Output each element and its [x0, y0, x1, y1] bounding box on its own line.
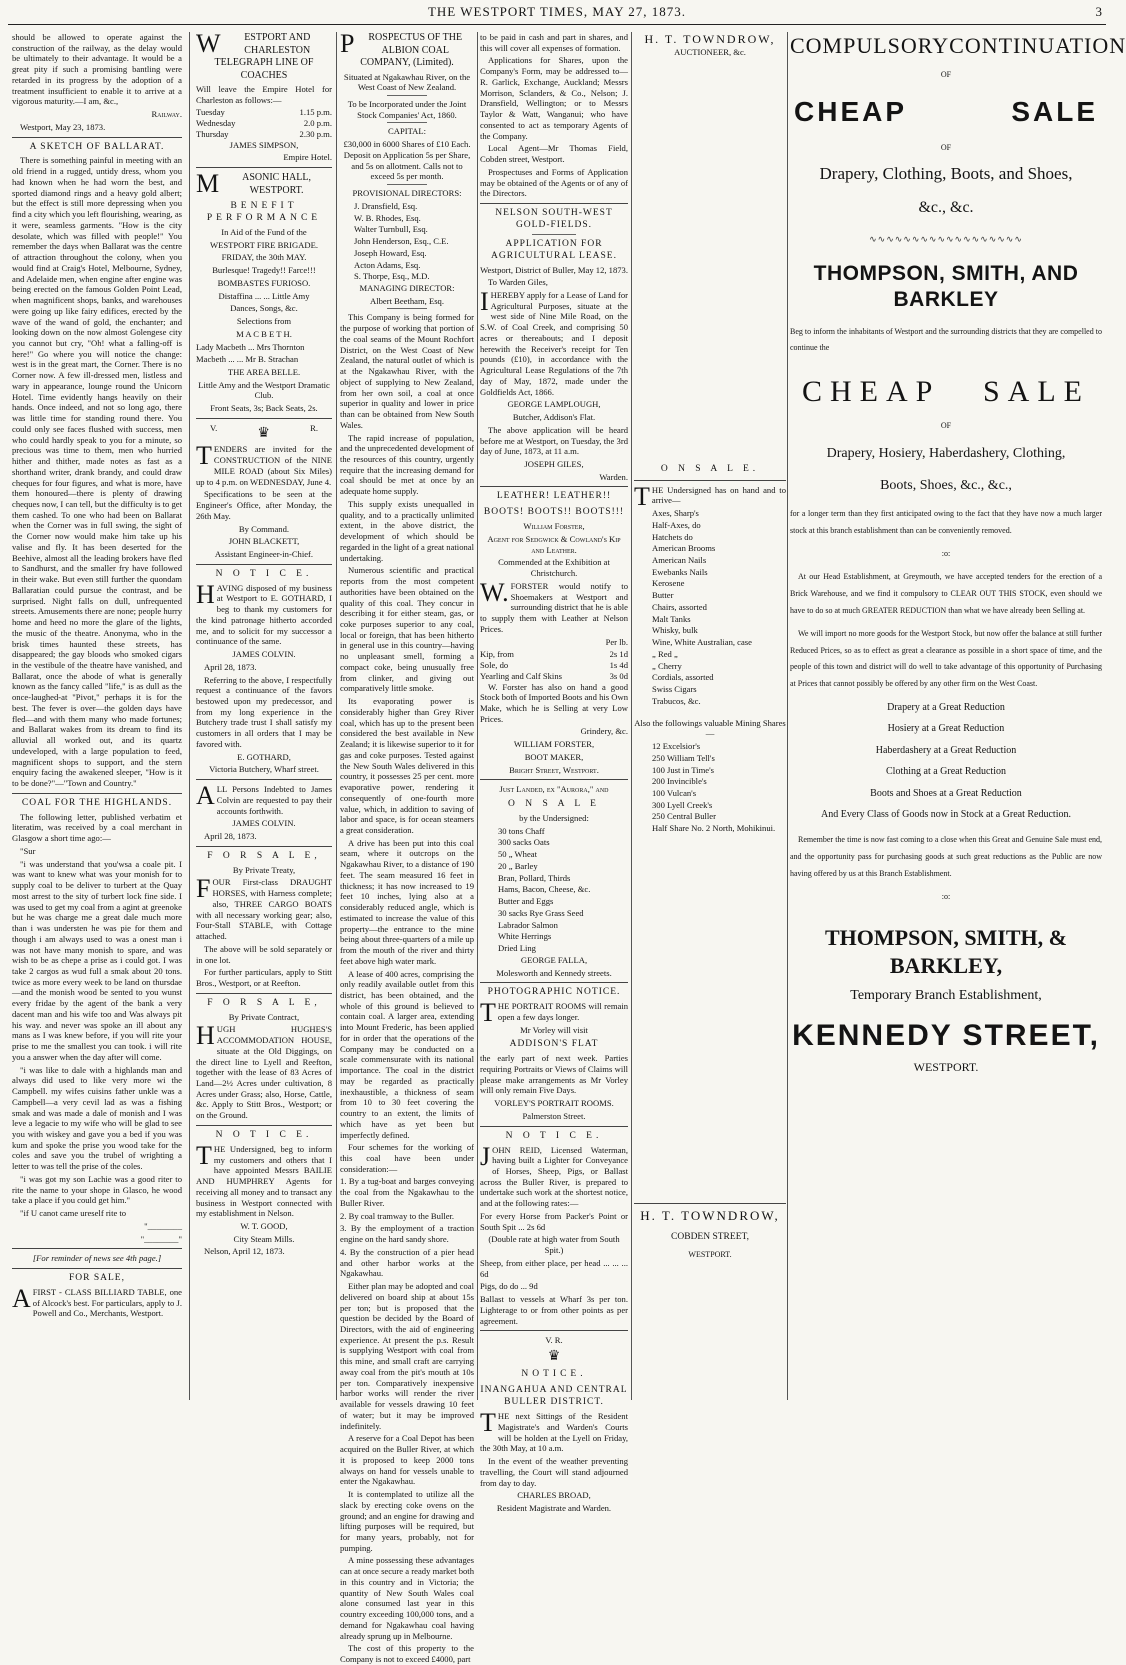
masthead — [0, 4, 1114, 26]
area-belle-title: THE AREA BELLE. — [227, 366, 301, 377]
list-item: Trabucos, &c. — [652, 695, 701, 706]
column-5 — [634, 32, 786, 1400]
sittings-notice: In the event of the weather preventing travelling, the Court will stand adjourned from day to day. — [480, 1456, 628, 1488]
coal-letter: "if U canot came ureself rite to — [20, 1208, 127, 1219]
on-sale-heading: O N S A L E — [508, 799, 600, 810]
forster-signature: WILLIAM FORSTER, — [513, 739, 595, 750]
table-row: Sole, do 1s 4d — [480, 660, 628, 671]
prospectus-paragraph: A reserve for a Coal Depot has been acquired on the Buller River, at which it is proposed to keep 2000 tons always on hand for vessels unable to enter the Ngakawhau. — [340, 1433, 474, 1487]
list-item: American Nails — [652, 555, 707, 566]
sale-sub: By Private Contract, — [228, 1011, 300, 1022]
list-item: Malt Tanks — [652, 613, 691, 624]
tenders-signature: JOHN BLACKETT, — [228, 536, 300, 547]
letter-tail: should be allowed to operate against the construction of the railway, as the delay would be ultimately to their advantage. It would be a great pity if such a promising bantling were retarded in its progress by the adoption of a treatment insufficient to enable it to arrive at a vigorous maturity.—I am, &c., — [12, 32, 182, 107]
macbeth-title: M A C B E T H. — [236, 328, 292, 339]
divider — [12, 137, 182, 138]
royal-arms-row — [480, 1335, 628, 1365]
sittings-notice: THE next Sittings of the Resident Magistrate's and Warden's Courts will be holden at the Lyell on Friday, the 30th May, at 10 a.m. — [480, 1408, 628, 1454]
grindery-line: Grindery, &c. — [580, 726, 628, 737]
list-item: Hams, Bacon, Cheese, &c. — [498, 884, 591, 895]
forster-street: Bright Street, Westport. — [509, 764, 599, 775]
list-item: Butter and Eggs — [498, 896, 554, 907]
photo-body: THE PORTRAIT ROOMS will remain open a few days longer. — [480, 998, 628, 1028]
list-item: Butter — [652, 590, 674, 601]
firm-name-footer: THOMPSON, SMITH, & BARKLEY, — [824, 925, 1067, 978]
divider — [480, 1126, 628, 1127]
divider — [387, 308, 427, 309]
news-reminder: [For reminder of news see 4th page.] — [32, 1253, 162, 1264]
boots-heading: BOOTS! BOOTS!! BOOTS!!! — [483, 507, 625, 518]
good-signature: W. T. GOOD, — [240, 1220, 288, 1231]
ornamental-divider: ∿∿∿∿∿∿∿∿∿∿∿∿∿∿∿∿∿∿ — [869, 233, 1023, 244]
colvin-notice: HAVING disposed of my business at Westport to E. GOTHARD, I beg to thank my customers for the kind patronage hitherto accorded me, and to solicit for my successor a continuance of the same. — [196, 579, 332, 647]
sale-heading: F O R S A L E, — [207, 997, 321, 1008]
column-1 — [12, 32, 182, 1400]
palmerston-street: Palmerston Street. — [522, 1110, 586, 1121]
divider — [480, 1330, 628, 1331]
gothard-signature: E. GOTHARD, — [237, 751, 291, 762]
goldfields-heading: NELSON SOUTH-WEST GOLD-FIELDS. — [495, 208, 613, 230]
cheap-sale-heading — [794, 94, 1098, 129]
prospectus-paragraph: Numerous scientific and practical reports from the most competent authorities have been obtained on the quality of this coal. They concur in describing it for either steam, gas, or coke purposes superior to any coal, local or foreign, that has been hitherto in general use in this country—having no unpleasant smell, forming a compact coke, being unusually free from clinker, and giving out comparatively little smoke. — [340, 565, 474, 694]
divider — [196, 418, 332, 419]
column-rule — [631, 32, 632, 1400]
drapery-heading: Drapery, Clothing, Boots, and Shoes, — [819, 163, 1073, 183]
table-row: Kip, from 2s 1d — [480, 649, 628, 660]
prospectus-paragraph: Either plan may be adopted and coal delivered on board ship at about 15s per ton; but is proposed that the question be decided by the Board of Directors, with the aid of engineering experience. At present the p.s. Result is supplying Westport with coal from this mine, and small craft are carrying away coal from the pit's mouth at 10s per ton. Comparatively inexpensive harbor works will render the river available for vessels drawing 10 feet of water; but it may be improved indefinitely. — [340, 1281, 474, 1431]
every-class-line: And Every Class of Goods now in Stock at a Great Reduction. — [821, 809, 1071, 821]
list-item: 4. By the construction of a pier head and other harbor works at the Ngakawhau. — [340, 1246, 474, 1279]
list-item: Labrador Salmon — [498, 919, 558, 930]
list-item: 200 Invincible's — [652, 776, 707, 787]
page-number: 3 — [1095, 4, 1102, 19]
column-6 — [790, 32, 1126, 1400]
seat-prices: Front Seats, 3s; Back Seats, 2s. — [210, 403, 318, 414]
letter-signature: Railway. — [151, 109, 182, 120]
leather-price-table — [480, 649, 628, 681]
forster-body: W.FORSTER would notify to Shoemakers at Westport and surrounding district that he is able to supply them with Leather at Nelson Prices. — [480, 577, 628, 634]
vr-letters: V. R. — [545, 1335, 563, 1346]
table-row: Thursday 2.30 p.m. — [196, 128, 332, 139]
coach-heading: WESTPORT AND CHARLESTON TELEGRAPH LINE OF COACHES — [196, 29, 314, 81]
rate-line: Pigs, do do ... 9d — [480, 1281, 538, 1292]
prospectus-paragraph: A mine possessing these advantages can at once secure a ready market both in this country and in Victoria; the quantity of New South Wales coal alone consumed last year in this country exceeding 100,000 tons, and a demand for Ngakawhau coal having already sprung up in Melbourne. — [340, 1555, 474, 1641]
colvin-signature: JAMES COLVIN. — [232, 649, 296, 660]
towndrow-intro: THE Undersigned has on hand and to arrive— — [634, 481, 786, 511]
coach-intro: Will leave the Empire Hotel for Charleston as follows:— — [196, 84, 332, 105]
list-item: 300 Lyell Creek's — [652, 799, 713, 810]
cheap-word: CHEAP — [802, 375, 941, 409]
divider — [532, 234, 576, 235]
list-item: 250 Central Buller — [652, 811, 716, 822]
drapery-line: Drapery, Hosiery, Haberdashery, Clothing, — [826, 445, 1066, 461]
column-4 — [480, 32, 628, 1513]
ballarat-title: A SKETCH OF BALLARAT. — [29, 141, 165, 152]
capital-heading: CAPITAL: — [388, 126, 426, 137]
directors-list — [340, 201, 474, 282]
broad-signature: CHARLES BROAD, — [517, 1490, 591, 1501]
list-item: Wine, White Australian, case — [652, 637, 752, 648]
intro-paragraph: Beg to inform the inhabitants of Westport and the surrounding districts that they are compelled to continue the — [790, 326, 1102, 353]
divider — [387, 184, 427, 185]
notice-heading: N O T I C E. — [505, 1130, 603, 1141]
agricultural-hearing: The above application will be heard before me at Westport, on Tuesday, the 3rd day of June, 1873, at 11 a.m. — [480, 424, 628, 457]
prospectus-paragraph: A drive has been put into this coal seam, where it outcrops on the Ngakawhau River, to a distance of 190 feet. The seam measured 16 feet in thickness; it has now increased to 19 feet 10 inches, lying also at a considerably reduced angle, which is estimated to increase the value of this property—the entrance to the mine being about three-quarters of a mile up from the mouth of the river and thirty feet above high water mark. — [340, 837, 474, 966]
prospectus-paragraph: This Company is being formed for the purpose of working that portion of the coal seams of the Mount Rochfort District, on the West Coast of New Zealand, the natural outlet of which is at the Ngakawhau River, with the object of supplying to New Zealand, from her own soil, a coal at once superior in quality and lower in price than can be obtained from New South Wales. — [340, 312, 474, 430]
directors-heading: PROVISIONAL DIRECTORS: — [352, 188, 462, 199]
masthead-title: THE WESTPORT TIMES, MAY 27, 1873. — [427, 4, 687, 19]
divider — [634, 1203, 786, 1204]
cheap-sale-heading-2 — [802, 373, 1090, 411]
list-item: Hatchets do — [652, 531, 693, 542]
vr-letter: V. — [210, 422, 218, 433]
tenders-title: Assistant Engineer-in-Chief. — [214, 549, 314, 560]
rate-line: Sheep, from either place, per head ... ... ... 6d — [480, 1257, 628, 1279]
horses-sale: The above will be sold separately or in one lot. — [196, 943, 332, 965]
leather-heading: LEATHER! LEATHER!! — [496, 491, 612, 502]
towndrow-footer-heading: H. T. TOWNDROW, — [640, 1207, 780, 1223]
divider — [12, 1248, 182, 1249]
divider — [480, 203, 628, 204]
divider — [480, 982, 628, 983]
indebted-date: April 28, 1873. — [204, 831, 257, 842]
reduction-line: Drapery at a Great Reduction — [887, 701, 1005, 713]
photo-heading: PHOTOGRAPHIC NOTICE. — [487, 987, 621, 998]
list-item: American Brooms — [652, 543, 716, 554]
list-item: 1. By a tug-boat and barges conveying the coal from the Ngakawhau to the Buller River. — [340, 1176, 474, 1208]
cheap-word: CHEAP — [794, 95, 908, 127]
indebted-notice: ALL Persons Indebted to James Colvin are requested to pay their accounts forthwith. — [196, 781, 332, 816]
divider — [196, 779, 332, 780]
westport-footer: WESTPORT. — [913, 1060, 979, 1075]
list-item: Swiss Cigars — [652, 684, 697, 695]
prospectuses-paragraph: Prospectuses and Forms of Application may be obtained of the Agents or of any of the Directors. — [480, 166, 628, 199]
forster-trade: BOOT MAKER, — [524, 751, 584, 762]
cast-line: Distaffina ... ... Little Amy — [218, 290, 310, 301]
agricultural-to: To Warden Giles, — [488, 277, 548, 288]
hughes-sale: HUGH HUGHES'S ACCOMMODATION HOUSE, situate at the Old Diggings, on the direct line to Lyell and Reefton, together with the lease of 83 Acres of Land—2½ Acres under cultivation, 8 Acres under Grass; also, Horse, Cattle, &c. Apply to Stitt Bros., Westport; or on the Ground. — [196, 1021, 332, 1121]
list-item: White Herrings — [498, 931, 552, 942]
list-item: Whisky, bulk — [652, 625, 698, 636]
vorley-rooms: VORLEY'S PORTRAIT ROOMS. — [494, 1098, 614, 1109]
mining-shares-list — [634, 741, 786, 834]
masonic-heading: MASONIC HALL, WESTPORT. — [196, 169, 311, 199]
list-item: Cordials, assorted — [652, 672, 714, 683]
horses-sale: FOUR First-class DRAUGHT HORSES, with Harness complete; also, THREE CARGO BOATS with all necessary working gear; also, Four-Stall STABLE, with Cottage attached. — [196, 874, 332, 942]
warden-signature: JOSEPH GILES, — [524, 459, 584, 469]
firm-name-heading: THOMPSON, SMITH, AND BARKLEY — [813, 262, 1079, 312]
good-place: City Steam Mills. — [233, 1233, 295, 1244]
remember-paragraph: Remember the time is now fast coming to a close when this Great and Genuine Sale must end, and the opportunity pass for purchasing goods at such great reductions as the Public are now having offered by us at this Branch Establishment. — [790, 834, 1102, 878]
import-paragraph: We will import no more goods for the Westport Stock, but now offer the balance at still further Reduced Prices, so as to effect as great a clearance as possible in a short space of time, and the people of this town and district will do well to take advantage of this opportunity of Purchasing at Prices that cannot possibly be offered by any other firm on the West Coast. — [790, 628, 1102, 689]
towndrow-town: WESTPORT. — [688, 1250, 732, 1260]
of-line: OF — [940, 420, 952, 430]
falla-place: Molesworth and Kennedy streets. — [496, 967, 612, 978]
rate-line: For every Horse from Packer's Point or South Spit ... 2s 6d — [480, 1210, 628, 1232]
list-item: Kerosene — [652, 578, 685, 589]
list-item: 250 William Tell's — [652, 752, 715, 763]
on-sale-sub: by the Undersigned: — [519, 812, 589, 823]
reduction-line: Hosiery at a Great Reduction — [887, 723, 1005, 735]
coal-letter: "i was understand that you'wsa a coale pit. I was want to knew what was your monish for to supply coal to be deliver to turbert at the Quay most arrest to the sity of turbert lock fine side. I was used to get my coal from a agint at greenoke but he was charge me a great dale much more than i was understen he was pie for them and though i am always used to was a onest man i was not have many monish to spare, and was wish to be as chepe a prise as i could got. I was take 2 cargos as wud full a smak about 20 tons. twice as more every week to be land on thursdae—and the monish wood be sented to you wunst every fridae by the agent of the bank a very dacent man and his wife too and Was always pit his way. and never was spoke an ill about any mans as I was knew before, if you will rite your prise to me the smallest you can took. i will rite you a answer when the day after will come. — [12, 858, 182, 1062]
sale-word: SALE — [1011, 95, 1098, 127]
towndrow-heading: H. T. TOWNDROW, — [644, 32, 776, 46]
letter-date: Westport, May 23, 1873. — [20, 121, 106, 132]
compulsory-line — [790, 32, 1126, 60]
prospectus-paragraph: Four schemes for the working of this coal have been under consideration:— — [340, 1142, 474, 1174]
masthead-rule — [8, 24, 1106, 25]
towndrow-goods-list — [634, 508, 786, 706]
indebted-signature: JAMES COLVIN. — [232, 818, 296, 829]
list-item: 20 „ Barley — [498, 860, 538, 871]
billiard-heading: FOR SALE, — [69, 1273, 125, 1284]
fire-brigade: WESTPORT FIRE BRIGADE. — [210, 239, 318, 250]
forster-body: W. Forster has also on hand a good Stock both of Imported Boots and his Own Make, which he is Selling at very Low Prices. — [480, 681, 628, 724]
managing-heading: MANAGING DIRECTOR: — [359, 282, 455, 293]
coal-signature: "________ — [144, 1220, 182, 1231]
royal-arms-icon: ♛ — [547, 1348, 561, 1364]
table-row: Wednesday 2.0 p.m. — [196, 118, 332, 129]
list-item: 300 sacks Oats — [498, 837, 550, 848]
list-item: 100 Just in Time's — [652, 764, 714, 775]
agricultural-signature: Butcher, Addison's Flat. — [512, 412, 596, 423]
temporary-branch: Temporary Branch Establishment, — [850, 988, 1042, 1004]
boots-line: Boots, Shoes, &c., &c., — [880, 478, 1012, 494]
on-sale-heading: O N S A L E. — [660, 463, 760, 474]
divider — [634, 480, 786, 481]
reid-notice: JOHN REID, Licensed Waterman, having built a Lighter for Conveyance of Horses, Sheep, Pigs, or Ballast across the Buller River, is prepared to undertake such work at the shortest notice, and at the following rates:— — [480, 1141, 628, 1209]
ballast-line: Ballast to vessels at Wharf 3s per ton. Lighterage to or from other points as per agreement. — [480, 1294, 628, 1326]
tenders-ad: Specifications to be seen at the Engineer's Office, after Monday, the 26th May. — [196, 489, 332, 521]
list-item: 12 Excelsior's — [652, 741, 701, 752]
forster-agent: Agent for Sedgwick & Cowland's Kip and Leather. — [487, 533, 621, 555]
list-item: J. Dransfield, Esq. — [354, 200, 418, 211]
royal-arms-icon: ♛ — [257, 425, 270, 441]
inangahua-heading: INANGAHUA AND CENTRAL BULLER DISTRICT. — [480, 1385, 628, 1408]
etc-line: &c., &c. — [918, 198, 974, 216]
column-rule — [336, 32, 337, 1400]
vr-letter: R. — [310, 422, 318, 433]
mining-intro: Also the followings valuable Mining Shares— — [634, 717, 786, 739]
good-notice: THE Undersigned, beg to inform my customers and others that I have appointed Messrs BAILIE AND HUMPHREY Agents for receiving all money and to transact any business in Westport connected with my establishment in Nelson. — [196, 1140, 332, 1219]
dances-line: Dances, Songs, &c. — [230, 303, 298, 314]
benefit-aid: In Aid of the Fund of the — [221, 226, 307, 237]
list-item: 50 „ Wheat — [498, 849, 537, 860]
prospectus-incorporation: To be Incorporated under the Joint Stock Companies' Act, 1860. — [347, 98, 467, 120]
reduction-line: Haberdashery at a Great Reduction — [875, 744, 1017, 756]
forster-name: William Forster, — [523, 521, 585, 532]
capital-body: £30,000 in 6000 Shares of £10 Each. Deposit on Application 5s per Share, and 5s on allotment. Calls not to exceed 5s per month. — [343, 139, 471, 182]
towndrow-street: COBDEN STREET, — [671, 1232, 749, 1243]
blank-space — [634, 835, 786, 1199]
divider — [196, 1125, 332, 1126]
list-item: S. Thorpe, Esq., M.D. — [354, 271, 430, 282]
continuation-word: CONTINUATION — [949, 33, 1126, 58]
notice-heading: N O T I C E. — [215, 1129, 313, 1140]
forster-commended: Commended at the Exhibition at Christchurch. — [498, 557, 610, 579]
horses-sale: For further particulars, apply to Stitt Bros., Westport, or at Reefton. — [196, 967, 332, 988]
coal-intro: The following letter, published verbatim et literatim, was received by a coal merchant in Glasgow a short time ago:— — [12, 811, 182, 844]
list-item: 2. By coal tramway to the Buller. — [340, 1210, 455, 1221]
list-item: W. B. Rhodes, Esq. — [354, 212, 421, 223]
rate-note: (Double rate at high water from South Spit.) — [488, 1234, 620, 1256]
greymouth-paragraph: At our Head Establishment, at Greymouth, we have accepted tenders for the erection of a Brick Warehouse, and we find it compulsory to CLEAR OUT THIS STOCK, even should we have to do so at much GREATER REDUCTION than what we have already been Selling at. — [790, 572, 1102, 615]
addisons-flat: ADDISON'S FLAT — [509, 1039, 599, 1050]
managing-director: Albert Beetham, Esq. — [370, 295, 444, 306]
section-divider: :o: — [941, 549, 951, 559]
list-item: Ewebanks Nails — [652, 566, 708, 577]
list-item: Dried Ling — [498, 943, 536, 954]
list-item: „ Cherry — [652, 660, 682, 671]
local-agent: Local Agent—Mr Thomas Field, Cobden street, Westport. — [480, 143, 628, 165]
selections-line: Selections from — [236, 316, 292, 327]
reduction-line: Boots and Shoes at a Great Reduction — [870, 787, 1022, 799]
prospectus-paragraph: This supply exists unequalled in quality, and to a practically unlimited extent, in the above district, the development of which should be regarded in the light of a great national undertaking. — [340, 498, 474, 563]
list-item: Acton Adams, Esq. — [354, 259, 421, 270]
divider — [480, 779, 628, 780]
list-item: 3. By the employment of a traction engine on the hard sandy shore. — [340, 1223, 474, 1245]
billiard-ad: AFIRST - CLASS BILLIARD TABLE, one of Alcock's best. For particulars, apply to J. Powell and Co., Merchants, Westport. — [12, 1283, 182, 1319]
prospectus-heading: PROSPECTUS OF THE ALBION COAL COMPANY, (Limited). — [340, 29, 463, 68]
divider — [12, 1268, 182, 1269]
list-item: Chairs, assorted — [652, 601, 707, 612]
coach-timetable — [196, 107, 332, 139]
coal-letter: "i was like to dale with a highlands man and always did used to like very more wi the Campbell. my wifes cuisins father unkle was a Campbell—a very cevil lad as was a fishing smak and was made a dale of monish and I was leve a legacie to my wife who will be glad to see you with wiskey and gave you a bed if you was kum and spoke the prise you wood take for the coles and save you the trubel of wrighting a letter to was tell the prise of the coles. — [12, 1064, 182, 1172]
coal-salutation: "Sur — [20, 845, 36, 856]
list-item: Bran, Pollard, Thirds — [498, 872, 571, 883]
coach-signature: JAMES SIMPSON, — [229, 139, 299, 150]
tenders-command: By Command. — [238, 523, 290, 534]
warden-title: Warden. — [599, 471, 628, 482]
section-divider: :o: — [941, 892, 951, 902]
cast-line: Little Amy and the Westport Dramatic Club. — [198, 379, 330, 401]
column-3 — [340, 29, 474, 1665]
of-line: OF — [940, 69, 952, 79]
prospectus-paragraph: The rapid increase of population, and the unprecedented development of the resources of this country, urgently require that the increasing demand for coal should be met at once by an adequate home supply. — [340, 432, 474, 497]
kennedy-street: KENNEDY STREET, — [792, 1018, 1100, 1052]
compulsory-word: COMPULSORY — [790, 33, 950, 58]
agricultural-heading: APPLICATION FOR AGRICULTURAL LEASE. — [491, 238, 617, 261]
sale-sub: By Private Treaty, — [232, 864, 296, 875]
of-line: OF — [940, 142, 952, 152]
broad-title: Resident Magistrate and Warden. — [496, 1502, 612, 1513]
list-item: Half-Axes, do — [652, 519, 701, 530]
list-item: „ Red „ — [652, 648, 678, 659]
list-item: Axes, Sharp's — [652, 508, 699, 519]
list-item: Joseph Howard, Esq. — [354, 247, 427, 258]
gothard-place: Victoria Butchery, Wharf street. — [209, 764, 319, 775]
agricultural-body: IHEREBY apply for a Lease of Land for Agricultural Purposes, situate at the west side of Nine Mile Road, on the S.W. of Coal Creek, and comprising 50 acres or thereabouts; and I deposit herewith the Receiver's receipt for Ten pounds (£10), in accordance with the Agricultural Lease Regulations of the 7th day of May, 1872, made under the Goldfields Act, 1866. — [480, 286, 628, 397]
reduction-line: Clothing at a Great Reduction — [886, 766, 1006, 778]
table-row: Tuesday 1.15 p.m. — [196, 107, 332, 118]
prospectus-paragraph: A lease of 400 acres, comprising the only readily available outlet from this district, has been obtained, and the whole of this ground is believed to contain coal. A larger area, extending into Mount Frederic, has been applied for in order that the operations of the Company may be conducted on a scale commensurate with its national importance. The coal in the district may be regarded as practically inexhaustible, a thickness of seam from 10 to 30 feet covering the country to an extent, the limits of which have as yet been but imperfectly defined. — [340, 968, 474, 1140]
prospectus-paragraph: The cost of this property to the Company is not to exceed £4000, part — [340, 1643, 474, 1665]
divider — [196, 564, 332, 565]
landed-heading: Just Landed, ex "Aurora," and — [499, 784, 609, 795]
divider — [12, 793, 182, 794]
list-item: 100 Vulcan's — [652, 787, 697, 798]
benefit-heading: BENEFIT PERFORMANCE — [206, 201, 322, 224]
ballarat-article: There is something painful in meeting with an old friend in a rugged, untidy dress, whom you had known when he had worn the best, and sported diamond rings and a heavy gold albert; but the effect is still more depressing when you find a city which you left flourishing, wearing, as it were, seamless garments. "How is the city desolate, which was filled with people!" You remember the days when Ballarat was the centre of attraction throughout the colony, when you would find at Craig's Hotel, Melbourne, Sydney, and Adelaide men, when engine after engine was being erected on the famous Golden Point Lead, when magnificent shops, banks, and warehouses were going up like fairy edifices, erected by the wave of the wand of gold, the enchanter; and looking down on the now almost Golengese city you cannot but cry, "Oh! what a falling-off is here!" Go where you will notice the change: west is in the great mart, the Corner. There is no Corner now. A few ill-dressed men, listless and wary in appearance, lounge round the Unicorn Hotel. Time evidently hangs heavily on their hands. Once indeed, and not so long ago, there was little time for standing round there. You could only see faces flushed with success, men who could hardly speak to you for a minute, so precious was time to them, men who hurried hither and thither, made notes as fast as a shorthand writer, drank brandy, and could draw cheques for four figures, and what is more, have them honoured—there is plenty of drawing cheques now, I can tell, but the difficulty is to get them cashed. To one who had been on Ballarat when the Corner was in full swing, the sight of the Corner now would make him take up his valise and fly. It has been deserted for the Beehive, almost all the leading brokers have fled to Sandhurst, and the smaller fry have followed in their wake. But even still further the quondam Ballaratian could pursue the contrast, and be surprised. Night falls on dull, unfrequented streets. Amusements there are none; people hurry home and heed no more the glare of the lights, the music of the theatre. Anonyma, who in the brisk times haunted these streets, has disappeared; the gay bloods who smoked cigars in the vestibule of the theatre have vanished, and Ballarat, once the abode of what is generally known as the fancy called "life," is as dull as the once-laughed-at "Pivot," perhaps it is for the best. The fever is over—the golden days have fled—and with them many who made fortunes; and Ballarat wakes from its dream to find its alluvial all worked out, and its quartz undeveloped, with a large population to feed, magnificent shops to support, and the stern enquiry facing the awakened sleeper, "How is it to be done?"—"Town and Country." — [12, 155, 182, 789]
notice-heading: NOTICE. — [521, 1369, 587, 1380]
cast-line: Macbeth ... ... Mr B. Strachan — [196, 354, 299, 365]
cast-line: Lady Macbeth ... Mrs Thornton — [196, 341, 305, 352]
benefit-date: FRIDAY, the 30th MAY. — [221, 252, 307, 263]
column-rule — [477, 32, 478, 1400]
table-row: Yearling and Calf Skins 3s 0d — [480, 670, 628, 681]
good-date: Nelson, April 12, 1873. — [204, 1246, 285, 1257]
coal-letter: "i was got my son Lachie was a good riter to rite the name to your shope in Glasco, he wood take a place if you could get him." — [12, 1173, 182, 1206]
bombastes-title: BOMBASTES FURIOSO. — [217, 277, 311, 288]
photo-visit: Mr Vorley will visit — [520, 1024, 588, 1035]
coal-signature: "________" — [140, 1233, 182, 1244]
agricultural-signature: GEORGE LAMPLOUGH, — [507, 399, 601, 410]
divider — [387, 122, 427, 123]
sale-heading: F O R S A L E, — [207, 850, 321, 861]
coach-hotel: Empire Hotel. — [283, 152, 332, 163]
notice-heading: N O T I C E. — [215, 568, 313, 579]
towndrow-sub: AUCTIONEER, &c. — [674, 47, 746, 57]
column-rule — [787, 32, 788, 1400]
blank-space — [634, 60, 786, 460]
list-item: Half Share No. 2 North, Mohikinui. — [652, 823, 776, 834]
column-rule — [189, 32, 190, 1400]
agricultural-place: Westport, District of Buller, May 12, 1873. — [480, 264, 628, 275]
list-item: John Henderson, Esq., C.E. — [354, 236, 449, 247]
longer-paragraph: for a longer term than they first anticipated owing to the fact that they have now a much larger stock at this branch establishment than can be conveniently removed. — [790, 508, 1102, 535]
tenders-ad: TENDERS are invited for the CONSTRUCTION of the NINE MILE ROAD (about Six Miles) up to 4 p.m. on WEDNESDAY, June 4. — [196, 441, 332, 487]
coal-title: COAL FOR THE HIGHLANDS. — [21, 797, 173, 808]
royal-arms-row — [196, 423, 332, 445]
gothard-notice: Referring to the above, I respectfully request a continuance of the favors bestowed upon my predecessor, and from my long experience in the Butchery trade trust I shall satisfy my customers in all orders that I may be favored with. — [196, 674, 332, 749]
photo-body: the early part of next week. Parties requiring Portraits or Views of Claims will please make arrangements as Mr Vorley will only remain Five Days. — [480, 1053, 628, 1096]
prospectus-paragraph: Its evaporating power is considerably higher than Grey River coal, which has up to the present been considered the best available in New Zealand; it is likewise superior to it for gas and coke purposes. Tested against the New South Wales delivered in this country, it possesses 25 per cent. more evaporative power, rendering it consequently of one-fourth more value, which, in addition to saving of labor and space, is for ocean steamers a great consideration. — [340, 696, 474, 835]
falla-goods-list — [480, 826, 628, 954]
list-item: 30 tons Chaff — [498, 825, 545, 836]
divider — [196, 846, 332, 847]
list-item: 30 sacks Rye Grass Seed — [498, 907, 584, 918]
sale-word: SALE — [983, 375, 1090, 409]
colvin-date: April 28, 1873. — [204, 661, 257, 672]
list-item: Walter Turnbull, Esq. — [354, 224, 428, 235]
divider — [480, 486, 628, 487]
divider — [196, 993, 332, 994]
prospectus-situated: Situated at Ngakawhau River, on the West Coast of New Zealand. — [343, 71, 471, 93]
burlesque-line: Burlesque! Tragedy!! Farce!!! — [212, 265, 316, 276]
divider — [196, 167, 332, 168]
price-heading: Per lb. — [605, 636, 628, 647]
divider — [387, 95, 427, 96]
column-2 — [196, 29, 332, 1400]
prospectus-continued: to be paid in cash and part in shares, and this will cover all expenses of formation. — [480, 32, 628, 53]
prospectus-paragraph: It is contemplated to utilize all the slack by erecting coke ovens on the ground; and an engine for drawing and lifting purposes will be required, but for many years, probably, not for pumping. — [340, 1489, 474, 1553]
falla-signature: GEORGE FALLA, — [520, 954, 588, 965]
applications-paragraph: Applications for Shares, upon the Company's Form, may be addressed to—R. Garlick, Exchange, Auckland; Messrs Morrison, Sclanders, & Co., Nelson; J. Dransfield, Wellington; or to Messrs Taylor & Watt, Wanganui; who have consented to act as temporary Agents of the Company. — [480, 55, 628, 141]
